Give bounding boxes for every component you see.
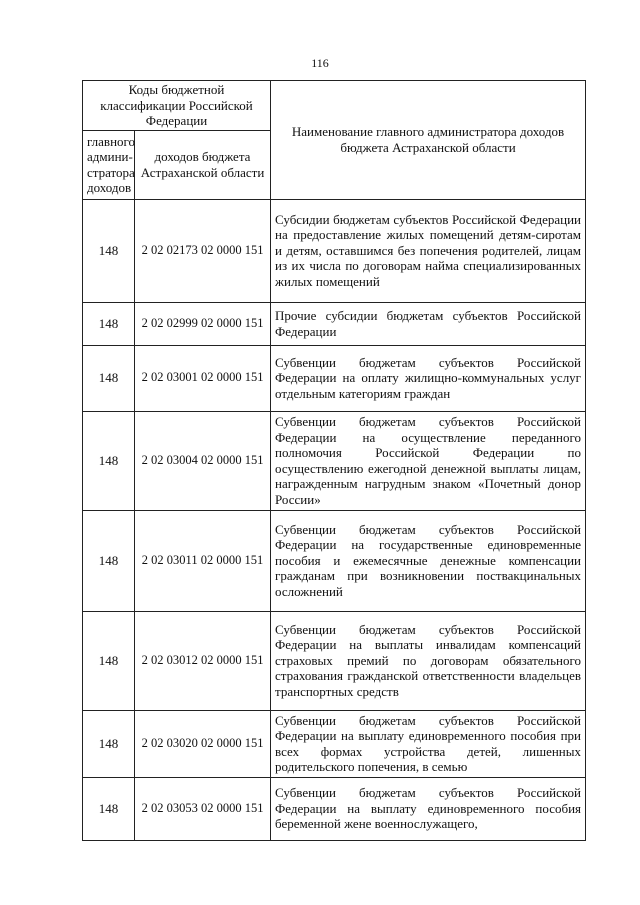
- admin-code-cell: 148: [83, 510, 135, 611]
- revenue-code-cell: 2 02 02999 02 0000 151: [135, 302, 271, 345]
- header-chief-administrator: главного админи- стратора доходов: [83, 130, 135, 199]
- admin-code-cell: 148: [83, 777, 135, 840]
- revenue-name-cell: Субвенции бюджетам субъектов Российской Федерации на государственные единовременные пособия и ежемесячные денежные компенсации гражданам при возникновении поствакцинальных осложнений: [271, 510, 586, 611]
- admin-code-cell: 148: [83, 345, 135, 411]
- revenue-name-cell: Прочие субсидии бюджетам субъектов Российской Федерации: [271, 302, 586, 345]
- page-number: 116: [311, 56, 329, 70]
- revenue-code-cell: 2 02 03001 02 0000 151: [135, 345, 271, 411]
- admin-code-cell: 148: [83, 199, 135, 302]
- revenue-code-cell: 2 02 03011 02 0000 151: [135, 510, 271, 611]
- revenue-name-cell: Субвенции бюджетам субъектов Российской Федерации на выплату единовременного пособия при всех формах устройства детей, лишенных родительского попечения, в семью: [271, 710, 586, 777]
- admin-code-cell: 148: [83, 411, 135, 510]
- revenue-code-cell: 2 02 03020 02 0000 151: [135, 710, 271, 777]
- table-row: [83, 345, 586, 411]
- admin-code-cell: 148: [83, 302, 135, 345]
- revenue-name-cell: Субвенции бюджетам субъектов Российской Федерации на осуществление переданного полномочия Российской Федерации по осуществлению ежегодной денежной выплаты лицам, награжденным нагрудным знаком «Почетный донор России»: [271, 411, 586, 510]
- table-row: [83, 302, 586, 345]
- budget-classification-table: [82, 80, 586, 841]
- header-administrator-name: Наименование главного администратора доходов бюджета Астраханской области: [271, 81, 586, 200]
- revenue-name-cell: Субсидии бюджетам субъектов Российской Федерации на предоставление жилых помещений детям-сиротам и детям, оставшимся без попечения родителей, лицам из их числа по договорам найма специализированных жилых помещений: [271, 199, 586, 302]
- revenue-code-cell: 2 02 02173 02 0000 151: [135, 199, 271, 302]
- table-row: [83, 710, 586, 777]
- revenue-code-cell: 2 02 03004 02 0000 151: [135, 411, 271, 510]
- revenue-name-cell: Субвенции бюджетам субъектов Российской Федерации на выплату единовременного пособия беременной жене военнослужащего,: [271, 777, 586, 840]
- table-row: [83, 199, 586, 302]
- header-budget-revenue-code: доходов бюджета Астраханской области: [135, 130, 271, 199]
- table-row: [83, 411, 586, 510]
- table-row: [83, 510, 586, 611]
- revenue-code-cell: 2 02 03012 02 0000 151: [135, 611, 271, 710]
- admin-code-cell: 148: [83, 710, 135, 777]
- table-row: [83, 611, 586, 710]
- header-classification-codes: Коды бюджетной классификации Российской Федерации: [83, 81, 271, 131]
- table-row: [83, 777, 586, 840]
- revenue-name-cell: Субвенции бюджетам субъектов Российской Федерации на оплату жилищно-коммунальных услуг отдельным категориям граждан: [271, 345, 586, 411]
- admin-code-cell: 148: [83, 611, 135, 710]
- revenue-name-cell: Субвенции бюджетам субъектов Российской Федерации на выплаты инвалидам компенсаций страховых премий по договорам обязательного страхования гражданской ответственности владельцев транспортных средств: [271, 611, 586, 710]
- revenue-code-cell: 2 02 03053 02 0000 151: [135, 777, 271, 840]
